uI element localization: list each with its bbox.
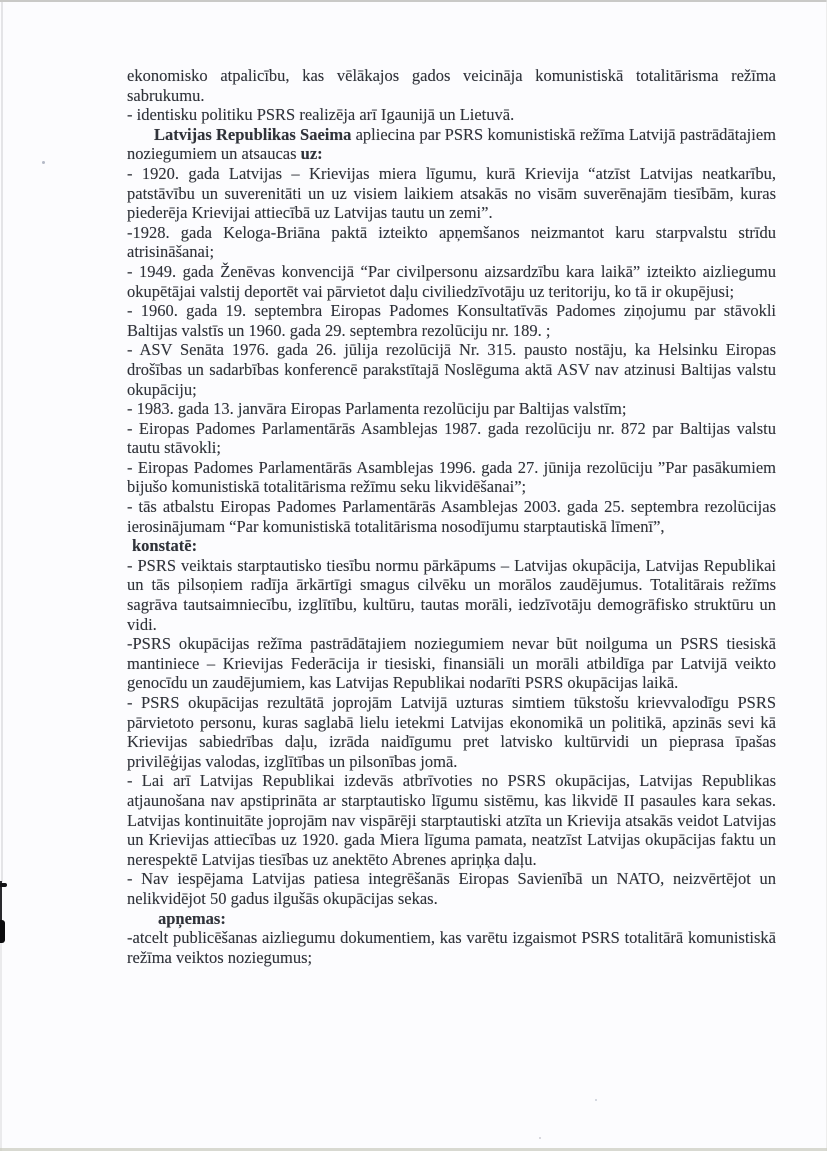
intro-continuation-paragraph: ekonomisko atpalicību, kas vēlākajos gados veicināja komunistiskā totalitārisma režīma sabrukumu. <box>127 66 776 105</box>
konstate-heading-text: konstatē: <box>132 536 198 556</box>
ink-smudge-blob <box>0 920 5 943</box>
identical-policy-line: - identisku politiku PSRS realizēja arī Igaunijā un Lietuvā. <box>127 105 515 125</box>
scan-edge-left-lower <box>0 943 2 1151</box>
konstate-heading <box>127 536 776 556</box>
saeima-declaration-paragraph <box>127 125 776 164</box>
scan-edge-left <box>1 2 3 882</box>
reference-item: - 1960. gada 19. septembra Eiropas Padomes Konsultatīvās Padomes ziņojumu par stāvokli Baltijas valstīs un 1960. gada 29. septembra rezolūciju nr. 189. ; <box>127 301 776 340</box>
finding-item: - PSRS okupācijas rezultātā joprojām Latvijā uzturas simtiem tūkstošu krievvalodīgu PSRS pārvietoto personu, kuras saglabā lielu ietekmi Latvijas ekonomikā un politikā, apzinās sevi kā Krievijas sabiedrības daļu, izrāda naidīgumu pret latvisko kultūrvidi un pieprasa īpašas privilēģijas valodas, izglītības un pilsonības jomā. <box>127 693 776 771</box>
apnemas-heading-text: apņemas: <box>158 908 226 928</box>
reference-item: - 1920. gada Latvijas – Krievijas miera līgumu, kurā Krievija “atzīst Latvijas neatkarību, patstāvību un suverenitāti un uz visiem laikiem atsakās no visām suverēnajām tiesībām, kuras piederēja Krievijai attiecībā uz Latvijas tautu un zemi”. <box>127 163 776 223</box>
finding-item: -PSRS okupācijas režīma pastrādātajiem noziegumiem nevar būt noilguma un PSRS tiesiskā mantiniece – Krievijas Federācija ir tiesiski, finansiāli un morāli atbildīga par Latvijā veikto genocīdu un zaudējumiem, kas Latvijas Republikai nodarīti PSRS okupācijas laikā. <box>127 634 776 693</box>
finding-item: - Nav iespējama Latvijas patiesa integrēšanās Eiropas Savienībā un NATO, neizvērtējot un nelikvidējot 50 gadus ilgušās okupācijas sekas. <box>127 869 776 908</box>
reference-item: - Eiropas Padomes Parlamentārās Asamblejas 1987. gada rezolūciju nr. 872 par Baltijas valstu tautu stāvokli; <box>127 418 776 458</box>
reference-item: - 1983. gada 13. janvāra Eiropas Parlamenta rezolūciju par Baltijas valstīm; <box>127 399 627 419</box>
saeima-bold-tail: uz: <box>300 144 323 164</box>
reference-item: - ASV Senāta 1976. gada 26. jūlija rezolūcijā Nr. 315. pausto nostāju, ka Helsinku Eiropas drošības un sadarbības konferencē parakstītajā Noslēguma aktā ASV nav atzinusi Baltijas valstu okupāciju; <box>127 340 776 399</box>
saeima-paragraph-body: apliecina par PSRS komunistiskā režīma Latvijā pastrādātajiem noziegumiem un atsaucas <box>127 124 776 164</box>
paper-speck <box>539 1137 541 1139</box>
commitment-item: -atcelt publicēšanas aizliegumu dokumentiem, kas varētu izgaismot PSRS totalitārā komunistiskā režīma veiktos noziegumus; <box>127 928 776 967</box>
reference-item: - tās atbalstu Eiropas Padomes Parlamentārās Asamblejas 2003. gada 25. septembra rezolūcijas ierosinājumam “Par komunistiskā totalitārisma nosodījumu starptautiskā līmenī”, <box>127 497 776 536</box>
paper-speck <box>42 161 45 164</box>
apnemas-heading <box>127 909 776 929</box>
document-text-block <box>127 66 776 967</box>
scan-edge-top <box>0 0 827 2</box>
finding-item: - Lai arī Latvijas Republikai izdevās atbrīvoties no PSRS okupācijas, Latvijas Republikas atjaunošana nav apstiprināta ar starptautisko līgumu sistēmu, kas likvidē II pasaules kara sekas. Latvijas kontinuitāte joprojām nav vispārēji starptautiski atzīta un Krievija atsakās veidot Latvijas un Krievijas attiecības uz 1920. gada Miera līguma pamata, neatzīst Latvijas okupācijas faktu un nerespektē Latvijas tiesības uz anektēto Abrenes apriņķa daļu. <box>127 771 776 869</box>
saeima-bold-lead: Latvijas Republikas Saeima <box>154 124 352 144</box>
finding-item: - PSRS veiktais starptautisko tiesību normu pārkāpums – Latvijas okupācija, Latvijas Republikai un tās pilsoņiem radīja ārkārtīgi smagus cilvēku un morālos zaudējumus. Totalitārais režīms sagrāva tautsaimniecību, izglītību, kultūru, tautas morāli, iedzīvotāju demogrāfisko struktūru un vidi. <box>127 555 776 634</box>
reference-item: - 1949. gada Ženēvas konvencijā “Par civilpersonu aizsardzību kara laikā” izteikto aizliegumu okupētājai valstij deportēt vai pārvietot daļu civiliedzīvotāju uz teritoriju, ko tā ir okupējusi; <box>127 261 776 301</box>
paper-speck <box>595 1099 597 1101</box>
ink-smudge-line <box>0 881 2 943</box>
reference-item: - Eiropas Padomes Parlamentārās Asamblejas 1996. gada 27. jūnija rezolūciju ”Par pasākumiem bijušo komunistiskā totalitārisma režīmu seku likvidēšanai”; <box>127 457 776 497</box>
ink-smudge-tick <box>0 883 7 887</box>
reference-item: -1928. gada Keloga-Briāna paktā izteikto apņemšanos neizmantot karu starpvalstu strīdu atrisināšanai; <box>127 222 776 262</box>
